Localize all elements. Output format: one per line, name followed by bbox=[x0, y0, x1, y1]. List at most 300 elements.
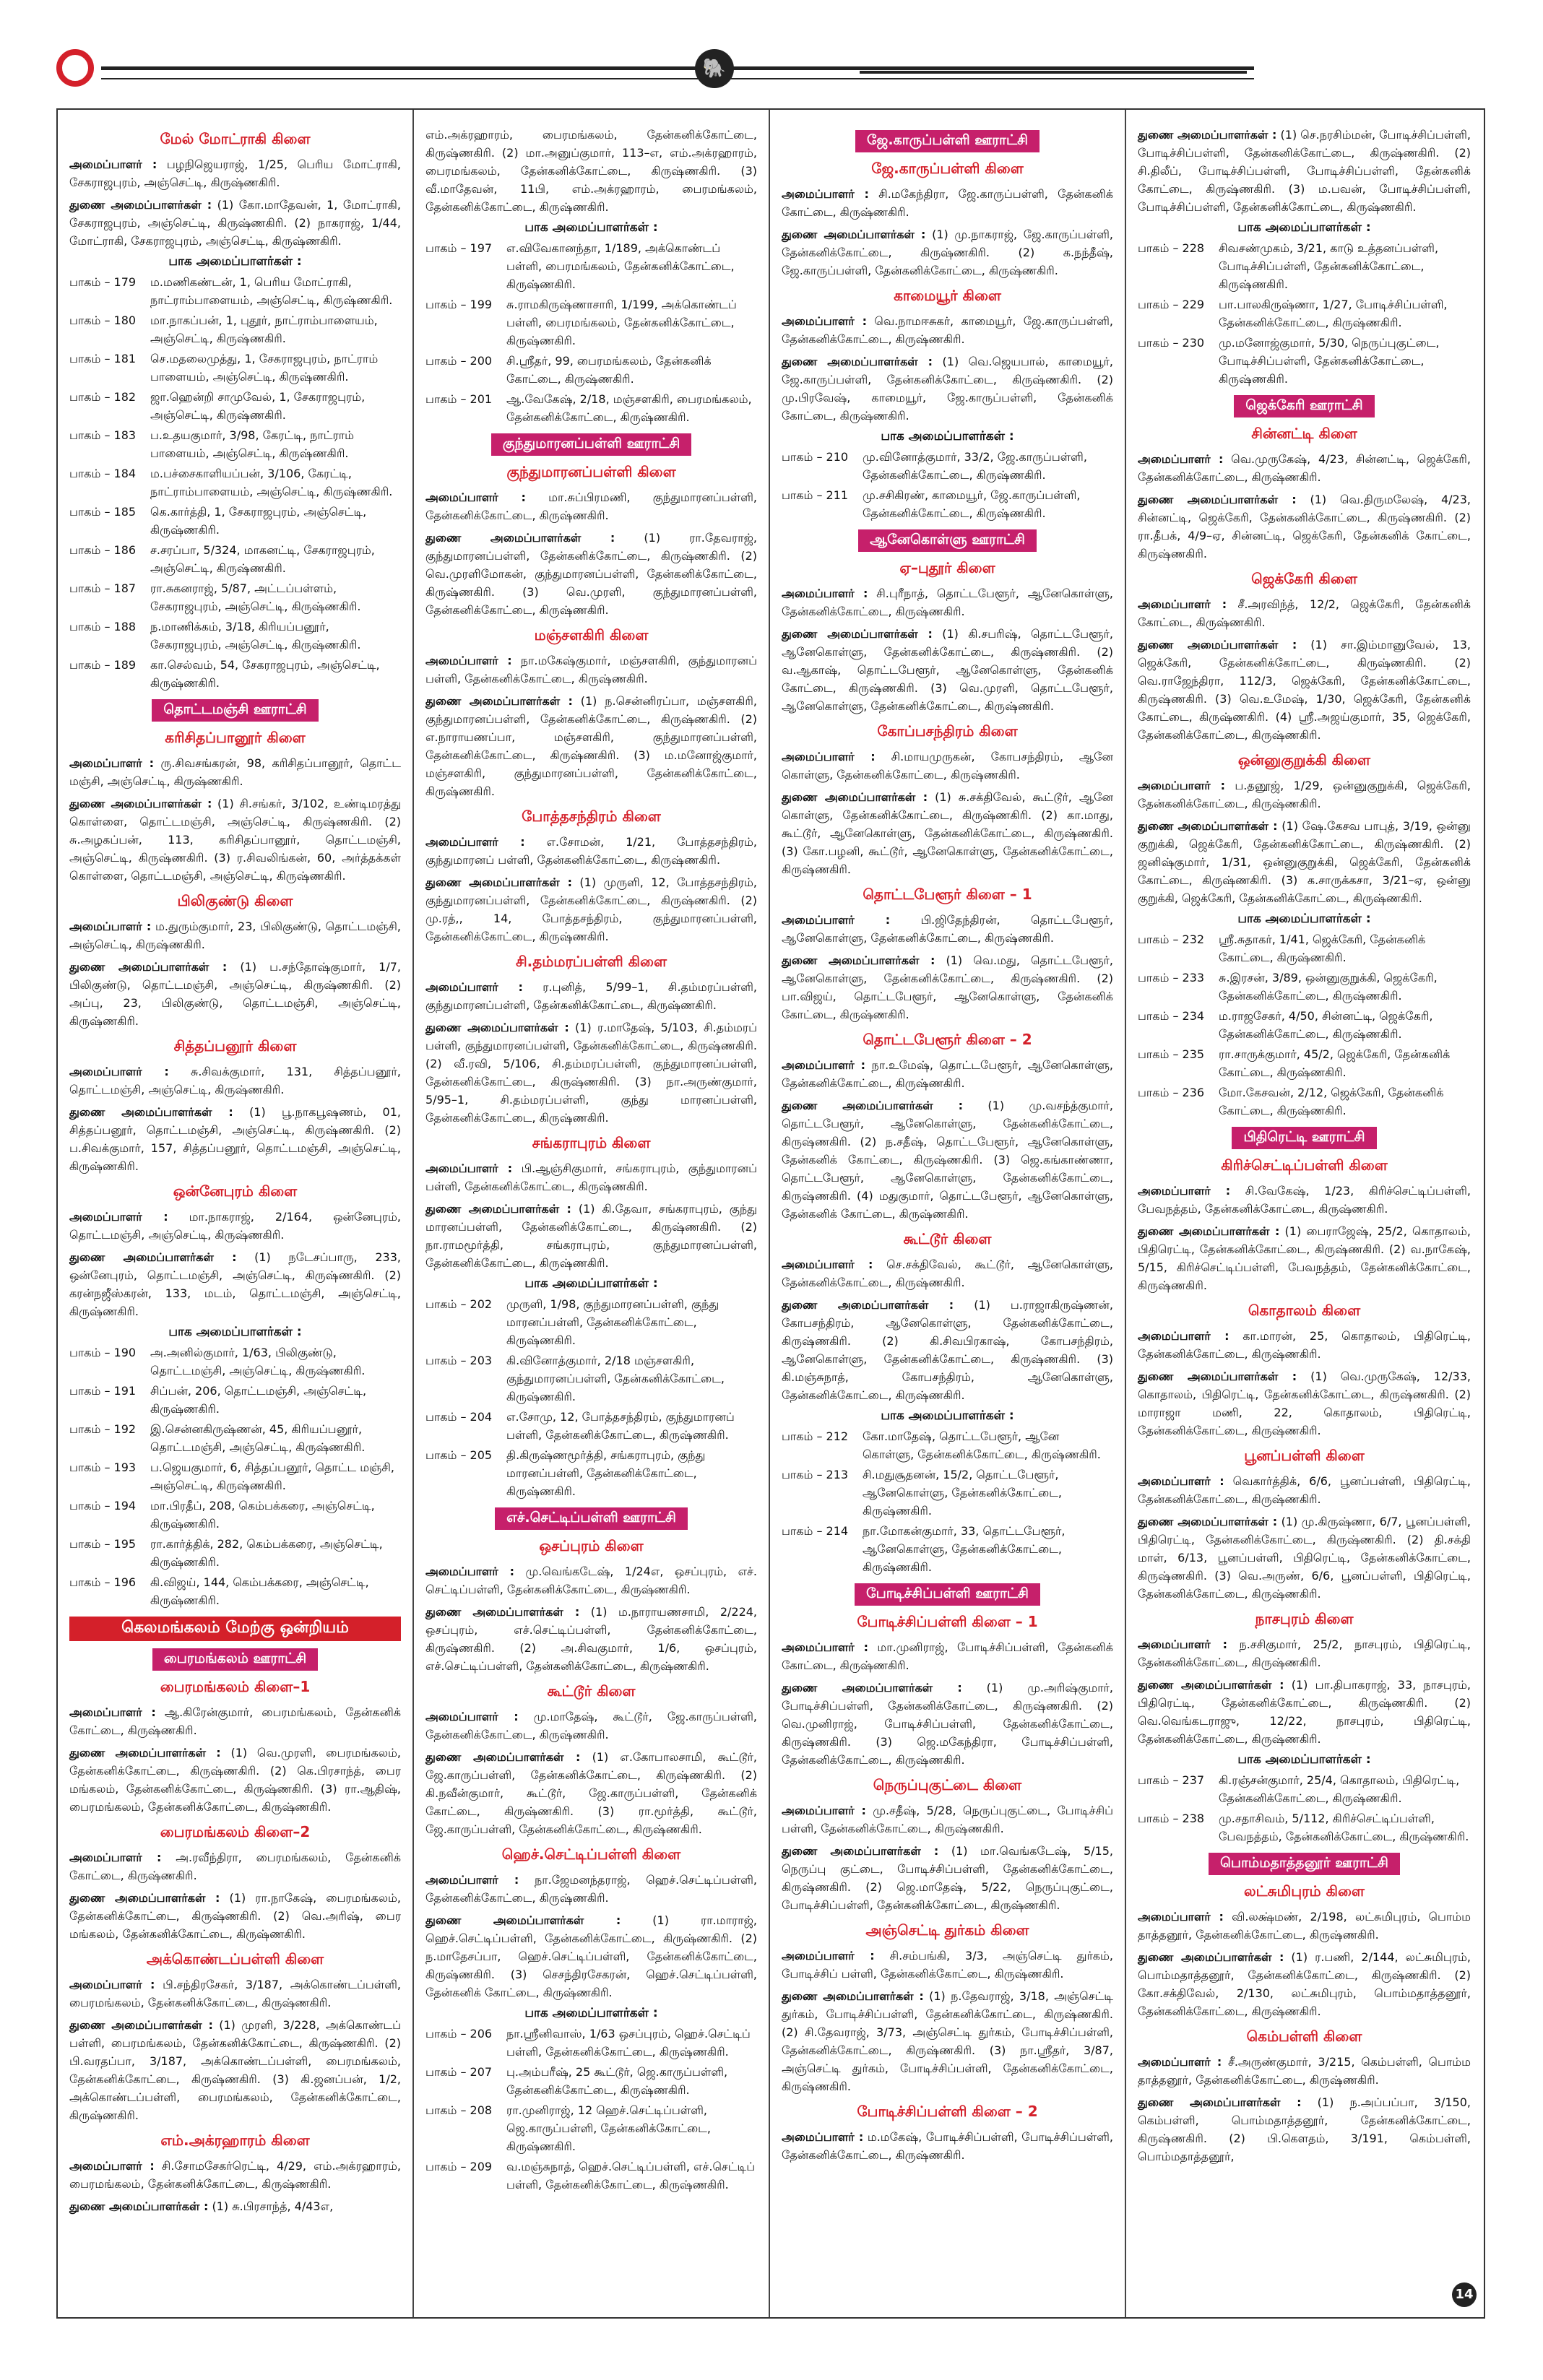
booth-row bbox=[1138, 930, 1471, 966]
deputy-organizers bbox=[425, 1911, 757, 2002]
deputy-value: (1) மு.கிருஷ்ணா, 6/7, பூனப்பள்ளி, பிதிரெட்டி, தேன்கனிக்கோட்டை, கிருஷ்ணகிரி. (2) தி.சக்தி மாள், 6/13, பூனப்பள்ளி, பிதிரெட்டி, தேன்கனிக்கோட்டை, கிருஷ்ணகிரி. (3) வெ.அருண், 6/6, பூனப்பள்ளி, பிதிரெட்டி, தேன்கனிக்கோட்டை, கிருஷ்ணகிரி. bbox=[1138, 1515, 1471, 1601]
branch-title: காமையூர் கிளை bbox=[894, 287, 1001, 304]
booth-number: பாகம் – 214 bbox=[782, 1524, 849, 1538]
booth-number: பாகம் – 197 bbox=[425, 241, 493, 255]
organizer bbox=[425, 1159, 757, 1195]
organizer-value: வெ.முருகேஷ், 4/23, சின்னட்டி, ஜெக்கேரி, தேன்கனிக்கோட்டை, கிருஷ்ணகிரி. bbox=[1138, 452, 1471, 484]
deputy-value: (1) ரா.தேவராஜ், குந்துமாரனப்பள்ளி, தேன்கனிக்கோட்டை, கிருஷ்ணகிரி. (2) வெ.முரளிமோகன், குந்துமாரனப்பள்ளி, தேன்கனிக்கோட்டை, கிருஷ்ணகிரி. (3) வெ.முரளி, குந்துமாரனப்பள்ளி, தேன்கனிக்கோட்டை, கிருஷ்ணகிரி. bbox=[425, 531, 757, 617]
booth-heading: பாக அமைப்பாளர்கள் : bbox=[1237, 912, 1371, 926]
booth-number: பாகம் – 196 bbox=[69, 1575, 137, 1589]
organizer-label: அமைப்பாளர் : bbox=[1138, 1637, 1228, 1651]
booth-number: பாகம் – 184 bbox=[69, 467, 137, 480]
organizer-value: வி.லக்ஷ்மண், 2/198, லட்சுமிபுரம், பொம்ம தாத்தனூர், தேன்கனிக்கோட்டை, கிருஷ்ணகிரி. bbox=[1138, 1910, 1471, 1942]
organizer-label: அமைப்பாளர் : bbox=[782, 314, 868, 328]
booth-row bbox=[69, 464, 401, 501]
branch-title: போடிச்சிப்பள்ளி கிளை – 1 bbox=[857, 1613, 1038, 1630]
organizer-label: அமைப்பாளர் : bbox=[425, 835, 525, 849]
booth-number: பாகம் – 229 bbox=[1138, 298, 1205, 311]
panchayat-banner: குந்துமாரனப்பள்ளி ஊராட்சி bbox=[491, 433, 692, 456]
organizer-label: அமைப்பாளர் : bbox=[1138, 1329, 1229, 1343]
deputy-label: துணை அமைப்பாளர்கள் : bbox=[69, 960, 228, 974]
organizer bbox=[425, 652, 757, 688]
organizer-label: அமைப்பாளர் : bbox=[1138, 1910, 1224, 1924]
booth-number: பாகம் – 230 bbox=[1138, 336, 1205, 350]
panchayat-banner: எச்.செட்டிப்பள்ளி ஊராட்சி bbox=[495, 1507, 688, 1530]
booth-organizer: நா.ஸ்ரீனிவாஸ், 1/63 ஒசப்புரம், ஹெச்.செட்டிப் பள்ளி, தேன்கனிக்கோட்டை, கிருஷ்ணகிரி. bbox=[506, 2027, 751, 2059]
deputy-organizers bbox=[69, 1889, 401, 1943]
booth-row bbox=[69, 388, 401, 424]
deputy-organizers bbox=[425, 1200, 757, 1272]
booth-row bbox=[1138, 1771, 1471, 1807]
organizer-label: அமைப்பாளர் : bbox=[425, 1873, 519, 1887]
booth-row bbox=[1138, 334, 1471, 388]
booth-number: பாகம் – 193 bbox=[69, 1461, 137, 1474]
deputy-label: துணை அமைப்பாளர்கள் : bbox=[69, 198, 212, 212]
booth-organizer: ரா.சுகனராஜ், 5/87, அட்டப்பள்ளம், சேகராஜபுரம், அஞ்செட்டி, கிருஷ்ணகிரி. bbox=[150, 581, 361, 613]
booth-number: பாகம் – 202 bbox=[425, 1297, 493, 1311]
deputy-organizers bbox=[782, 951, 1113, 1024]
booth-organizer: ரா.கார்த்திக், 282, கெம்பக்கரை, அஞ்செட்டி, கிருஷ்ணகிரி. bbox=[150, 1537, 383, 1569]
branch-title: நாசபுரம் கிளை bbox=[1255, 1610, 1354, 1627]
booth-row bbox=[425, 390, 757, 426]
deputy-label: துணை அமைப்பாளர்கள் : bbox=[1138, 1369, 1297, 1383]
booth-organizer: ஜா.ஹென்றி சாமுவேல், 1, சேகராஜபுரம், அஞ்செட்டி, கிருஷ்ணகிரி. bbox=[150, 390, 366, 422]
branch-title: கூட்டூர் கிளை bbox=[903, 1230, 992, 1247]
booth-number: பாகம் – 203 bbox=[425, 1354, 493, 1367]
masthead-circle-icon bbox=[56, 49, 94, 87]
booth-organizer: ஆ.வேகேஷ், 2/18, மஞ்சளகிரி, பைரமங்கலம், தேன்கனிக்கோட்டை, கிருஷ்ணகிரி. bbox=[506, 392, 752, 424]
booth-number: பாகம் – 211 bbox=[782, 488, 849, 502]
deputy-label: துணை அமைப்பாளர்கள் : bbox=[1138, 1950, 1284, 1964]
continued-text: எம்.அக்ரஹாரம், பைரமங்கலம், தேன்கனிக்கோட்டை, கிருஷ்ணகிரி. (2) மா.அனுப்குமார், 113–எ, எம்.அக்ரஹாரம், பைரமங்கலம், தேன்கனிக்கோட்டை, கிருஷ்ணகிரி. (3) வீ.மாதேவன், 11பி, எம்.அக்ரஹாரம், பைரமங்கலம், தேன்கனிக்கோட்டை, கிருஷ்ணகிரி. bbox=[425, 128, 757, 214]
booth-row bbox=[69, 311, 401, 347]
organizer-label: அமைப்பாளர் : bbox=[1138, 452, 1224, 466]
deputy-organizers bbox=[425, 873, 757, 945]
booth-heading: பாக அமைப்பாளர்கள் : bbox=[168, 1325, 302, 1339]
booth-number: பாகம் – 212 bbox=[782, 1429, 849, 1443]
panchayat-banner: பொம்மதாத்தனூர் ஊராட்சி bbox=[1209, 1853, 1400, 1875]
booth-number: பாகம் – 233 bbox=[1138, 971, 1205, 985]
branch-title: கரிசிதப்பானூர் கிளை bbox=[165, 729, 306, 746]
organizer bbox=[1138, 1635, 1471, 1671]
booth-organizer: எ.சோமு, 12, போத்தசந்திரம், குந்துமாரனப் பள்ளி, தேன்கனிக்கோட்டை, கிருஷ்ணகிரி. bbox=[506, 1410, 735, 1442]
booth-row bbox=[69, 503, 401, 539]
booth-organizer: கி.ரஞ்சன்குமார், 25/4, கொதாலம், பிதிரெட்டி, தேன்கனிக்கோட்டை, கிருஷ்ணகிரி. bbox=[1219, 1773, 1460, 1805]
deputy-organizers bbox=[69, 1744, 401, 1816]
masthead-rule bbox=[860, 71, 1247, 74]
deputy-organizers bbox=[782, 625, 1113, 715]
branch-title: சின்னட்டி கிளை bbox=[1251, 425, 1357, 442]
panchayat-banner: போடிச்சிப்பள்ளி ஊராட்சி bbox=[855, 1583, 1040, 1606]
organizer bbox=[1138, 1472, 1471, 1508]
booth-organizer: முருளி, 1/98, குந்துமாரனப்பள்ளி, குந்து மாரனப்பள்ளி, தேன்கனிக்கோட்டை, கிருஷ்ணகிரி. bbox=[506, 1297, 719, 1347]
masthead-rule bbox=[860, 78, 1247, 79]
organizer bbox=[782, 1056, 1113, 1092]
deputy-organizers bbox=[1138, 1948, 1471, 2020]
organizer-label: அமைப்பாளர் : bbox=[782, 913, 891, 927]
masthead-rule bbox=[101, 66, 1254, 70]
booth-list bbox=[69, 273, 401, 692]
deputy-organizers bbox=[782, 1096, 1113, 1223]
booth-organizer: தி.கிருஷ்ணமூர்த்தி, சங்கராபுரம், குந்து மாரனப்பள்ளி, தேன்கனிக்கோட்டை, கிருஷ்ணகிரி. bbox=[506, 1448, 706, 1498]
booth-row bbox=[1138, 1083, 1471, 1120]
booth-row bbox=[425, 1351, 757, 1406]
organizer-label: அமைப்பாளர் : bbox=[782, 1258, 873, 1271]
organizer-label: அமைப்பாளர் : bbox=[69, 756, 155, 770]
deputy-organizers bbox=[69, 1103, 401, 1175]
deputy-organizers bbox=[425, 529, 757, 619]
branch-title: சித்தப்பனூர் கிளை bbox=[173, 1037, 297, 1055]
panchayat-banner: பைரமங்கலம் ஊராட்சி bbox=[152, 1648, 318, 1671]
panchayat-banner: ஜே.காருப்பள்ளி ஊராட்சி bbox=[855, 130, 1040, 152]
deputy-value: (1) பூ.நாகபூஷணம், 01, சித்தப்பனூர், தொட்டமஞ்சி, அஞ்செட்டி, கிருஷ்ணகிரி. (2) ப.சிவக்குமார், 157, சித்தப்பனூர், தொட்டமஞ்சி, அஞ்செட்டி, கிருஷ்ணகிரி. bbox=[69, 1105, 401, 1173]
branch-title: மஞ்சளகிரி கிளை bbox=[534, 626, 649, 644]
deputy-organizers bbox=[425, 1018, 757, 1127]
deputy-organizers bbox=[1138, 490, 1471, 563]
booth-heading: பாக அமைப்பாளர்கள் : bbox=[524, 1276, 658, 1291]
deputy-value: (1) ர.மாதேஷ், 5/103, சி.தம்மரப் பள்ளி, குந்துமாரனப்பள்ளி, தேன்கனிக்கோட்டை, கிருஷ்ணகிரி. (2) வீ.ரவி, 5/106, சி.தம்மரப்பள்ளி, குந்துமாரனப்பள்ளி, தேன்கனிக்கோட்டை, கிருஷ்ணகிரி. (3) நா.அருண்குமார், 5/95–1, சி.தம்மரப்பள்ளி, குந்து மாரனப்பள்ளி, தேன்கனிக்கோட்டை, கிருஷ்ணகிரி. bbox=[425, 1021, 758, 1125]
organizer-value: செ.சக்திவேல், கூட்டூர், ஆனேகொள்ளு, தேன்கனிக்கோட்டை, கிருஷ்ணகிரி. bbox=[782, 1258, 1113, 1289]
deputy-label: துணை அமைப்பாளர்கள் : bbox=[425, 531, 615, 545]
deputy-label: துணை அமைப்பாளர்கள் : bbox=[1138, 1224, 1280, 1238]
booth-organizer: சு.இரசன், 3/89, ஒன்னுகுறுக்கி, ஜெக்கேரி, தேன்கனிக்கோட்டை, கிருஷ்ணகிரி. bbox=[1219, 971, 1438, 1003]
deputy-label: துணை அமைப்பாளர்கள் : bbox=[425, 1605, 580, 1619]
organizer bbox=[1138, 1182, 1471, 1218]
organizer bbox=[69, 1848, 401, 1884]
organizer-label: அமைப்பாளர் : bbox=[425, 1565, 515, 1578]
deputy-value: (1) நடேசப்பாரு, 233, ஒன்னேபுரம், தொட்டமஞ்சி, அஞ்செட்டி, கிருஷ்ணகிரி. (2) கரன்நஜீஸ்கரன், 133, மடம், தொட்டமஞ்சி, அஞ்செட்டி, கிருஷ்ணகிரி. bbox=[69, 1250, 402, 1318]
booth-row bbox=[69, 1497, 401, 1533]
booth-row bbox=[425, 2063, 757, 2099]
organizer-value: மு.வெங்கடேஷ், 1/24எ, ஒசப்புரம், எச். செட்டிப்பள்ளி, தேன்கனிக்கோட்டை, கிருஷ்ணகிரி. bbox=[425, 1565, 757, 1596]
deputy-value: (1) ரா.நாகேஷ், பைரமங்கலம், தேன்கனிக்கோட்டை, கிருஷ்ணகிரி. (2) வெ.அரிஷ், பைர மங்கலம், தேன்கனிக்கோட்டை, கிருஷ்ணகிரி. bbox=[69, 1891, 401, 1941]
deputy-label: துணை அமைப்பாளர்கள் : bbox=[782, 355, 933, 368]
booth-organizer: கோ.மாதேஷ், தொட்டபேளூர், ஆனே கொள்ளு, தேன்கனிக்கோட்டை, கிருஷ்ணகிரி. bbox=[863, 1429, 1101, 1461]
booth-organizer: ப.ஜெயகுமார், 6, சித்தப்பனூர், தொட்ட மஞ்சி, அஞ்செட்டி, கிருஷ்ணகிரி. bbox=[150, 1461, 394, 1492]
booth-list bbox=[1138, 1771, 1471, 1845]
organizer-label: அமைப்பாளர் : bbox=[1138, 597, 1227, 611]
deputy-value: (1) சா.இம்மானுவேல், 13, ஜெக்கேரி, தேன்கனிக்கோட்டை, கிருஷ்ணகிரி. (2) வெ.ராஜேந்திரா, 112/3, ஜெக்கேரி, தேன்கனிக்கோட்டை, கிருஷ்ணகிரி. (3) வெ.உமேஷ், 1/30, ஜெக்கேரி, தேன்கனிக் கோட்டை, கிருஷ்ணகிரி. (4) ஸ்ரீ.அஜய்குமார், 35, ஜெக்கேரி, தேன்கனிக்கோட்டை, கிருஷ்ணகிரி. bbox=[1138, 638, 1471, 742]
booth-number: பாகம் – 208 bbox=[425, 2103, 493, 2117]
booth-heading: பாக அமைப்பாளர்கள் : bbox=[524, 220, 658, 235]
booth-number: பாகம் – 192 bbox=[69, 1422, 137, 1436]
panchayat-banner: ஆனேகொள்ளு ஊராட்சி bbox=[858, 529, 1037, 552]
organizer-value: சி.மகேந்திரா, ஜே.காருப்பள்ளி, தேன்கனிக் கோட்டை, கிருஷ்ணகிரி. bbox=[782, 187, 1113, 219]
deputy-value: (1) மு.அரிஷ்குமார், போடிச்சிப்பள்ளி, தேன்கனிக்கோட்டை, கிருஷ்ணகிரி. (2) வெ.முனிராஜ், போடிச்சிப்பள்ளி, தேன்கனிக்கோட்டை, கிருஷ்ணகிரி. (3) ஜெ.மகேந்திரா, போடிச்சிப்பள்ளி, தேன்கனிக்கோட்டை, கிருஷ்ணகிரி. bbox=[782, 1681, 1113, 1767]
organizer-value: ஆ.கிரேன்குமார், பைரமங்கலம், தேன்கனிக் கோட்டை, கிருஷ்ணகிரி. bbox=[69, 1705, 401, 1737]
booth-organizer: மா.பிரதீப், 208, கெம்பக்கரை, அஞ்செட்டி, கிருஷ்ணகிரி. bbox=[150, 1499, 375, 1531]
organizer-label: அமைப்பாளர் : bbox=[782, 1640, 868, 1654]
deputy-organizers bbox=[782, 788, 1113, 878]
organizer bbox=[1138, 776, 1471, 813]
continued-text bbox=[1138, 126, 1471, 216]
booth-row bbox=[425, 1295, 757, 1349]
organizer bbox=[425, 978, 757, 1014]
deputy-value: (1) கி.தேவா, சங்கராபுரம், குந்து மாரனப்பள்ளி, தேன்கனிக்கோட்டை, கிருஷ்ணகிரி. (2) நா.ராமமூர்த்தி, சங்கராபுரம், குந்துமாரனப்பள்ளி, தேன்கனிக்கோட்டை, கிருஷ்ணகிரி. bbox=[425, 1202, 757, 1270]
organizer-label: அமைப்பாளர் : bbox=[69, 1978, 155, 1991]
organizer bbox=[782, 1947, 1113, 1983]
booth-number: பாகம் – 209 bbox=[425, 2160, 493, 2173]
deputy-value: (1) முரளி, 3/228, அக்கொண்டப் பள்ளி, பைரமங்கலம், தேன்கனிக்கோட்டை, கிருஷ்ணகிரி. (2) பி.வரதப்பா, 3/187, அக்கொண்டப்பள்ளி, பைரமங்கலம், தேன்கனிக்கோட்டை, கிருஷ்ணகிரி. (3) கி.ஜனப்பன், 1/2, அக்கொண்டப்பள்ளி, பைரமங்கலம், தேன்கனிக்கோட்டை, கிருஷ்ணகிரி. bbox=[69, 2018, 402, 2122]
deputy-organizers bbox=[69, 196, 401, 250]
organizer-value: பி.ஆஞ்சிகுமார், சங்கராபுரம், குந்துமாரனப் பள்ளி, தேன்கனிக்கோட்டை, கிருஷ்ணகிரி. bbox=[425, 1161, 757, 1193]
deputy-label: துணை அமைப்பாளர்கள் : bbox=[782, 1099, 963, 1112]
deputy-organizers bbox=[69, 958, 401, 1030]
organizer-label: அமைப்பாளர் : bbox=[425, 490, 526, 504]
deputy-label: துணை அமைப்பாளர்கள் : bbox=[782, 1844, 939, 1858]
booth-row bbox=[69, 656, 401, 692]
booth-row bbox=[425, 1446, 757, 1500]
branch-title: ஜெக்கேரி கிளை bbox=[1251, 570, 1357, 587]
organizer-value: மா.நாகராஜ், 2/164, ஒன்னேபுரம், தொட்டமஞ்சி, அஞ்செட்டி, கிருஷ்ணகிரி. bbox=[69, 1210, 402, 1242]
booth-row bbox=[1138, 239, 1471, 293]
deputy-label: துணை அமைப்பாளர்கள் : bbox=[425, 1202, 571, 1216]
panchayat-banner: தொட்டமஞ்சி ஊராட்சி bbox=[152, 699, 318, 722]
organizer bbox=[425, 1871, 757, 1907]
booth-organizer: ம.ராஜசேகர், 4/50, சின்னட்டி, ஜெக்கேரி, தேன்கனிக்கோட்டை, கிருஷ்ணகிரி. bbox=[1219, 1009, 1433, 1041]
panchayat-banner: பிதிரெட்டி ஊராட்சி bbox=[1232, 1127, 1376, 1149]
organizer-value: பழநிஜெயராஜ், 1/25, பெரிய மோட்ராகி, சேகராஜபுரம், அஞ்செட்டி, கிருஷ்ணகிரி. bbox=[69, 157, 402, 189]
deputy-label: துணை அமைப்பாளர்கள் : bbox=[69, 1891, 220, 1905]
organizer bbox=[782, 748, 1113, 784]
deputy-label: துணை அமைப்பாளர்கள் : bbox=[782, 1298, 954, 1312]
branch-title: ஒசப்புரம் கிளை bbox=[539, 1537, 644, 1554]
booth-organizer: சி.ஸ்ரீதர், 99, பைரமங்கலம், தேன்கனிக் கோட்டை, கிருஷ்ணகிரி. bbox=[506, 354, 712, 386]
deputy-label: துணை அமைப்பாளர்கள் : bbox=[782, 228, 926, 241]
organizer bbox=[425, 488, 757, 524]
deputy-label: துணை அமைப்பாளர்கள் : bbox=[69, 797, 212, 810]
organizer-value: ப.தனூஜ், 1/29, ஒன்னுகுறுக்கி, ஜெக்கேரி, தேன்கனிக்கோட்டை, கிருஷ்ணகிரி. bbox=[1138, 779, 1471, 810]
booth-organizer: கா.செல்வம், 54, சேகராஜபுரம், அஞ்செட்டி, கிருஷ்ணகிரி. bbox=[150, 658, 380, 690]
booth-row bbox=[425, 352, 757, 388]
organizer-label: அமைப்பாளர் : bbox=[425, 1710, 519, 1723]
booth-number: பாகம் – 204 bbox=[425, 1410, 493, 1424]
booth-list bbox=[782, 448, 1113, 522]
booth-organizer: ம.மணிகண்டன், 1, பெரிய மோட்ராகி, நாட்ராம்பாளையம், அஞ்செட்டி, கிருஷ்ணகிரி. bbox=[150, 275, 393, 307]
booth-row bbox=[69, 1573, 401, 1609]
deputy-organizers bbox=[1138, 2093, 1471, 2165]
organizer-value: ம.துரும்குமார், 23, பிலிகுண்டு, தொட்டமஞ்சி, அஞ்செட்டி, கிருஷ்ணகிரி. bbox=[69, 919, 402, 951]
organizer-value: பி.சந்திரசேகர், 3/187, அக்கொண்டப்பள்ளி, பைரமங்கலம், தேன்கனிக்கோட்டை, கிருஷ்ணகிரி. bbox=[69, 1978, 402, 2009]
deputy-label: துணை அமைப்பாளர்கள் : bbox=[782, 953, 935, 967]
booth-number: பாகம் – 194 bbox=[69, 1499, 137, 1513]
booth-organizer: பா.பாலகிருஷ்ணா, 1/27, போடிச்சிப்பள்ளி, தேன்கனிக்கோட்டை, கிருஷ்ணகிரி. bbox=[1219, 298, 1448, 329]
branch-title: தொட்டபேளூர் கிளை – 2 bbox=[863, 1031, 1032, 1048]
deputy-value: (1) சி.சங்கர், 3/102, உண்டிமரத்து கொள்ளை, தொட்டமஞ்சி, அஞ்செட்டி, கிருஷ்ணகிரி. (2) சு.அழகப்பன், 113, கரிசிதப்பானூர், தொட்டமஞ்சி, அஞ்செட்டி, கிருஷ்ணகிரி. (3) ர.சிவலிங்கன், 60, அர்த்தக்கள் கொள்ளை, தொட்டமஞ்சி, அஞ்செட்டி, கிருஷ்ணகிரி. bbox=[69, 797, 401, 883]
organizer bbox=[69, 1063, 401, 1099]
booth-number: பாகம் – 188 bbox=[69, 620, 137, 633]
booth-heading: பாக அமைப்பாளர்கள் : bbox=[1237, 1752, 1371, 1767]
booth-number: பாகம் – 181 bbox=[69, 352, 137, 365]
deputy-label: துணை அமைப்பாளர்கள் : bbox=[69, 2018, 213, 2032]
deputy-label: துணை அமைப்பாளர்கள் : bbox=[782, 1681, 962, 1695]
booth-row bbox=[1138, 1007, 1471, 1043]
booth-organizer: ரா.முனிராஜ், 12 ஹெச்.செட்டிப்பள்ளி, ஜெ.காருப்பள்ளி, தேன்கனிக்கோட்டை, கிருஷ்ணகிரி. bbox=[506, 2103, 711, 2153]
deputy-value: (1) முருளி, 12, போத்தசந்திரம், குந்துமாரனப்பள்ளி, தேன்கனிக்கோட்டை, கிருஷ்ணகிரி. (2) மு.ரத்,, 14, போத்தசந்திரம், குந்துமாரனப்பள்ளி, தேன்கனிக்கோட்டை, கிருஷ்ணகிரி. bbox=[425, 875, 757, 943]
elephant-logo-icon: 🐘 bbox=[695, 49, 734, 88]
booth-organizer: சிப்பன், 206, தொட்டமஞ்சி, அஞ்செட்டி, கிருஷ்ணகிரி. bbox=[150, 1384, 367, 1416]
organizer-label: அமைப்பாளர் : bbox=[425, 1161, 513, 1175]
deputy-organizers bbox=[1138, 1513, 1471, 1603]
deputy-organizers bbox=[1138, 817, 1471, 907]
booth-row bbox=[782, 448, 1113, 484]
booth-row bbox=[425, 239, 757, 293]
booth-organizer: சிவசண்முகம், 3/21, காடு உத்தனப்பள்ளி, போடிச்சிப்பள்ளி, தேன்கனிக்கோட்டை, கிருஷ்ணகிரி. bbox=[1219, 241, 1439, 291]
organizer-label: அமைப்பாளர் : bbox=[425, 980, 523, 994]
booth-row bbox=[69, 426, 401, 462]
organizer bbox=[782, 1638, 1113, 1674]
booth-organizer: பு.அம்பரீஷ், 25 கூட்டூர், ஜெ.காருப்பள்ளி, தேன்கனிக்கோட்டை, கிருஷ்ணகிரி. bbox=[506, 2065, 728, 2097]
branch-title: நெருப்புகுட்டை கிளை bbox=[873, 1776, 1022, 1793]
deputy-label: துணை அமைப்பாளர்கள் : bbox=[69, 1746, 221, 1760]
booth-organizer: கெ.கார்த்தி, 1, சேகராஜபுரம், அஞ்செட்டி, கிருஷ்ணகிரி. bbox=[150, 505, 367, 537]
deputy-organizers bbox=[69, 1248, 401, 1320]
booth-heading: பாக அமைப்பாளர்கள் : bbox=[881, 1408, 1014, 1423]
organizer-value: ர.புனித், 5/99–1, சி.தம்மரப்பள்ளி, குந்துமாரனப்பள்ளி, தேன்கனிக்கோட்டை, கிருஷ்ணகிரி. bbox=[425, 980, 757, 1012]
branch-title: கொதாலம் கிளை bbox=[1248, 1302, 1361, 1319]
booth-row bbox=[69, 273, 401, 309]
booth-row bbox=[782, 1522, 1113, 1576]
organizer-value: மா.சுப்பிரமணி, குந்துமாரனப்பள்ளி, தேன்கனிக்கோட்டை, கிருஷ்ணகிரி. bbox=[425, 490, 758, 522]
booth-number: பாகம் – 190 bbox=[69, 1346, 137, 1359]
booth-organizer: மு.சசிகிரண், காமையூர், ஜே.காருப்பள்ளி, தேன்கனிக்கோட்டை, கிருஷ்ணகிரி. bbox=[863, 488, 1081, 520]
organizer-label: அமைப்பாளர் : bbox=[782, 587, 868, 600]
booth-heading: பாக அமைப்பாளர்கள் : bbox=[524, 2006, 658, 2020]
organizer-value: நா.மகேஷ்குமார், மஞ்சளகிரி, குந்துமாரனப் பள்ளி, தேன்கனிக்கோட்டை, கிருஷ்ணகிரி. bbox=[425, 654, 757, 685]
booth-organizer: செ.மதலைமுத்து, 1, சேகராஜபுரம், நாட்ராம் பாளையம், அஞ்செட்டி, கிருஷ்ணகிரி. bbox=[150, 352, 379, 384]
booth-organizer: ம.பச்சைகாளியப்பன், 3/106, கேரட்டி, நாட்ராம்பாளையம், அஞ்செட்டி, கிருஷ்ணகிரி. bbox=[150, 467, 393, 498]
column-2 bbox=[414, 110, 770, 2317]
deputy-label: துணை அமைப்பாளர்கள் : bbox=[425, 1913, 621, 1927]
booth-row bbox=[69, 1535, 401, 1571]
branch-title: ஏ–புதூர் கிளை bbox=[899, 559, 995, 576]
booth-number: பாகம் – 205 bbox=[425, 1448, 493, 1462]
deputy-label: துணை அமைப்பாளர்கள் : bbox=[1138, 493, 1297, 506]
deputy-label: துணை அமைப்பாளர்கள் : bbox=[69, 2199, 209, 2213]
organizer-label: அமைப்பாளர் : bbox=[782, 750, 876, 763]
organizer bbox=[1138, 595, 1471, 631]
deputy-organizers bbox=[69, 795, 401, 885]
organizer-value: சி.சோமசேகர்ரெட்டி, 4/29, எம்.அக்ரஹாரம், பைரமங்கலம், தேன்கனிக்கோட்டை, கிருஷ்ணகிரி. bbox=[69, 2159, 401, 2191]
booth-organizer: நா.மோகன்குமார், 33, தொட்டபேளூர், ஆனேகொள்ளு, தேன்கனிக்கோட்டை, கிருஷ்ணகிரி. bbox=[863, 1524, 1066, 1574]
booth-number: பாகம் – 191 bbox=[69, 1384, 137, 1398]
deputy-value: (1) ந.சென்னிரப்பா, மஞ்சளகிரி, குந்துமாரனப்பள்ளி, தேன்கனிக்கோட்டை, கிருஷ்ணகிரி. (2) எ.நாராயணப்பா, மஞ்சளகிரி, குந்துமாரனப்பள்ளி, தேன்கனிக்கோட்டை, கிருஷ்ணகிரி. (3) ம.மனோஜ்குமார், மஞ்சளகிரி, குந்துமாரனப்பள்ளி, தேன்கனிக்கோட்டை, கிருஷ்ணகிரி. bbox=[425, 694, 758, 798]
organizer bbox=[69, 1703, 401, 1739]
booth-list bbox=[69, 1343, 401, 1609]
booth-number: பாகம் – 189 bbox=[69, 658, 137, 672]
deputy-organizers bbox=[782, 1679, 1113, 1769]
booth-organizer: ஸ்ரீ.சுதாகர், 1/41, ஜெக்கேரி, தேன்கனிக் கோட்டை, கிருஷ்ணகிரி. bbox=[1219, 932, 1426, 964]
booth-organizer: மோ.கேசவன், 2/12, ஜெக்கேரி, தேன்கனிக் கோட்டை, கிருஷ்ணகிரி. bbox=[1219, 1086, 1444, 1117]
booth-number: பாகம் – 200 bbox=[425, 354, 493, 368]
booth-row bbox=[782, 1466, 1113, 1520]
deputy-value: (1) ர.பணி, 2/144, லட்சுமிபுரம், பொம்மதாத்தனூர், தேன்கனிக்கோட்டை, கிருஷ்ணகிரி. (2) கோ.சக்திவேல், 2/130, லட்சுமிபுரம், பொம்மதாத்தனூர், தேன்கனிக்கோட்டை, கிருஷ்ணகிரி. bbox=[1138, 1950, 1471, 2018]
branch-title: அஞ்செட்டி துர்கம் கிளை bbox=[865, 1921, 1029, 1939]
organizer-label: அமைப்பாளர் : bbox=[69, 1210, 168, 1224]
organizer-value: சி.புரீநாத், தொட்டபேளூர், ஆனேகொள்ளு, தேன்கனிக்கோட்டை, கிருஷ்ணகிரி. bbox=[782, 587, 1114, 618]
booth-number: பாகம் – 237 bbox=[1138, 1773, 1205, 1787]
booth-number: பாகம் – 183 bbox=[69, 428, 137, 442]
branch-title: ஜே.காருப்பள்ளி கிளை bbox=[871, 160, 1024, 177]
booth-number: பாகம் – 201 bbox=[425, 392, 493, 406]
deputy-value: (1) வெ.திருமலேஷ், 4/23, சின்னட்டி, ஜெக்கேரி, தேன்கனிக்கோட்டை, கிருஷ்ணகிரி. (2) ரா.தீபக், 4/9–ஏ, சின்னட்டி, ஜெக்கேரி, தேன்கனிக் கோட்டை, கிருஷ்ணகிரி. bbox=[1138, 493, 1471, 561]
column-4 bbox=[1126, 110, 1482, 2317]
booth-row bbox=[1138, 1045, 1471, 1081]
booth-number: பாகம் – 238 bbox=[1138, 1812, 1205, 1825]
organizer bbox=[69, 754, 401, 790]
booth-organizer: ப.உதயகுமார், 3/98, கேரட்டி, நாட்ராம் பாளையம், அஞ்செட்டி, கிருஷ்ணகிரி. bbox=[150, 428, 354, 460]
organizer bbox=[69, 2157, 401, 2193]
booth-list bbox=[425, 1295, 757, 1500]
union-banner: கெலமங்கலம் மேற்கு ஒன்றியம் bbox=[69, 1617, 401, 1641]
booth-organizer: கி.விஜய், 144, கெம்பக்கரை, அஞ்செட்டி, கிருஷ்ணகிரி. bbox=[150, 1575, 369, 1607]
organizer-value: வெகார்த்திக், 6/6, பூனப்பள்ளி, பிதிரெட்டி, தேன்கனிக்கோட்டை, கிருஷ்ணகிரி. bbox=[1138, 1474, 1471, 1506]
booth-row bbox=[69, 1382, 401, 1418]
organizer-label: அமைப்பாளர் : bbox=[782, 1949, 875, 1963]
branch-title: லட்சுமிபுரம் கிளை bbox=[1244, 1882, 1365, 1900]
booth-number: பாகம் – 182 bbox=[69, 390, 137, 404]
deputy-label: துணை அமைப்பாளர்கள் : bbox=[782, 790, 928, 804]
deputy-label: துணை அமைப்பாளர்கள் : bbox=[1138, 128, 1277, 142]
booth-row bbox=[425, 1408, 757, 1444]
booth-number: பாகம் – 232 bbox=[1138, 932, 1205, 946]
branch-title: கிரிச்செட்டிப்பள்ளி கிளை bbox=[1221, 1156, 1388, 1174]
booth-organizer: இ.சென்னகிருஷ்ணன், 45, கிரியப்பனூர், தொட்டமஞ்சி, அஞ்செட்டி, கிருஷ்ணகிரி. bbox=[150, 1422, 366, 1454]
booth-row bbox=[425, 295, 757, 350]
booth-list bbox=[425, 2025, 757, 2194]
deputy-value: (1) ந.அப்பப்பா, 3/150, கெம்பள்ளி, பொம்மதாத்தனூர், தேன்கனிக்கோட்டை, கிருஷ்ணகிரி. (2) பி.கெளதம், 3/191, கெம்பள்ளி, பொம்மதாத்தனூர், bbox=[1138, 2095, 1471, 2163]
deputy-organizers bbox=[69, 2016, 401, 2124]
organizer-value: ம.மகேஷ், போடிச்சிப்பள்ளி, போடிச்சிப்பள்ளி, தேன்கனிக்கோட்டை, கிருஷ்ணகிரி. bbox=[782, 2130, 1113, 2162]
organizer bbox=[1138, 1327, 1471, 1363]
deputy-value: (1) செ.நரசிம்மன், போடிச்சிப்பள்ளி, போடிச்சிப்பள்ளி, தேன்கனிக்கோட்டை, கிருஷ்ணகிரி. (2) சி.திலீப், போடிச்சிப்பள்ளி, போடிச்சிப்பள்ளி, தேன்கனிக் கோட்டை, கிருஷ்ணகிரி. (3) ம.பவன், போடிச்சிப்பள்ளி, போடிச்சிப்பள்ளி, தேன்கனிக்கோட்டை, கிருஷ்ணகிரி. bbox=[1138, 128, 1471, 214]
deputy-value: (1) மா.வெங்கடேஷ், 5/15, நெருப்பு குட்டை, போடிச்சிப்பள்ளி, தேன்கனிக்கோட்டை, கிருஷ்ணகிரி. (2) ஜெ.மாதேஷ், 5/22, நெருப்புகுட்டை, போடிச்சிப்பள்ளி, தேன்கனிக்கோட்டை, கிருஷ்ணகிரி. bbox=[782, 1844, 1113, 1912]
deputy-value: (1) பா.திபாகராஜ், 33, நாசபுரம், பிதிரெட்டி, தேன்கனிக்கோட்டை, கிருஷ்ணகிரி. (2) வெ.வெங்கடராஜு, 12/22, நாசபுரம், பிதிரெட்டி, தேன்கனிக்கோட்டை, கிருஷ்ணகிரி. bbox=[1138, 1678, 1471, 1746]
deputy-value: (1) ப.சந்தோஷ்குமார், 1/7, பிலிகுண்டு, தொட்டமஞ்சி, அஞ்செட்டி, கிருஷ்ணகிரி. (2) அப்பு, 23, பிலிகுண்டு, தொட்டமஞ்சி, அஞ்செட்டி, கிருஷ்ணகிரி. bbox=[69, 960, 402, 1028]
organizer bbox=[425, 1562, 757, 1598]
organizer-value: சு.சிவக்குமார், 131, சித்தப்பனூர், தொட்டமஞ்சி, அஞ்செட்டி, கிருஷ்ணகிரி. bbox=[69, 1065, 401, 1096]
booth-list bbox=[1138, 930, 1471, 1120]
organizer bbox=[782, 911, 1113, 947]
panchayat-banner: ஜெக்கேரி ஊராட்சி bbox=[1234, 395, 1374, 417]
column-3 bbox=[770, 110, 1126, 2317]
deputy-organizers bbox=[1138, 636, 1471, 744]
booth-organizer: மு.மனோஜ்குமார், 5/30, நெருப்புகுட்டை, போடிச்சிப்பள்ளி, தேன்கனிக்கோட்டை, கிருஷ்ணகிரி. bbox=[1219, 336, 1440, 386]
organizer bbox=[69, 1208, 401, 1244]
booth-number: பாகம் – 228 bbox=[1138, 241, 1205, 255]
booth-row bbox=[69, 1420, 401, 1456]
booth-organizer: ச.சரப்பா, 5/324, மாகனட்டி, சேகராஜபுரம், அஞ்செட்டி, கிருஷ்ணகிரி. bbox=[150, 543, 375, 575]
booth-list bbox=[425, 239, 757, 426]
organizer-label: அமைப்பாளர் : bbox=[1138, 1184, 1231, 1198]
organizer-label: அமைப்பாளர் : bbox=[782, 1058, 866, 1072]
booth-list bbox=[1138, 239, 1471, 388]
organizer bbox=[1138, 450, 1471, 486]
organizer-value: சி.மாயமுருகன், கோபசந்திரம், ஆனே கொள்ளு, தேன்கனிக்கோட்டை, கிருஷ்ணகிரி. bbox=[782, 750, 1113, 782]
branch-title: ஹெச்.செட்டிப்பள்ளி கிளை bbox=[501, 1845, 681, 1863]
booth-number: பாகம் – 187 bbox=[69, 581, 137, 595]
deputy-value: (1) மு.வசந்த்குமார், தொட்டபேளூர், ஆனேகொள்ளு, தேன்கனிக்கோட்டை, கிருஷ்ணகிரி. (2) ந.சதீஷ், தொட்டபேளூர், ஆனேகொள்ளு, தேன்கனிக் கோட்டை, கிருஷ்ணகிரி. (3) ஜெ.கங்காண்ணா, தொட்டபேளூர், ஆனேகொள்ளு, தேன்கனிக்கோட்டை, கிருஷ்ணகிரி. (4) மதுகுமார், தொட்டபேளூர், ஆனேகொள்ளு, தேன்கனிக் கோட்டை, கிருஷ்ணகிரி. bbox=[782, 1099, 1113, 1221]
booth-row bbox=[1138, 969, 1471, 1005]
deputy-label: துணை அமைப்பாளர்கள் : bbox=[69, 1105, 233, 1119]
column-1 bbox=[58, 110, 414, 2317]
deputy-label: துணை அமைப்பாளர்கள் : bbox=[1138, 1678, 1284, 1692]
deputy-organizers bbox=[782, 1296, 1113, 1404]
booth-number: பாகம் – 179 bbox=[69, 275, 137, 289]
booth-number: பாகம் – 180 bbox=[69, 313, 137, 327]
organizer bbox=[425, 833, 757, 869]
booth-organizer: கி.வினோத்குமார், 2/18 மஞ்சளகிரி, குந்துமாரனப்பள்ளி, தேன்கனிக்கோட்டை, கிருஷ்ணகிரி. bbox=[506, 1354, 725, 1403]
